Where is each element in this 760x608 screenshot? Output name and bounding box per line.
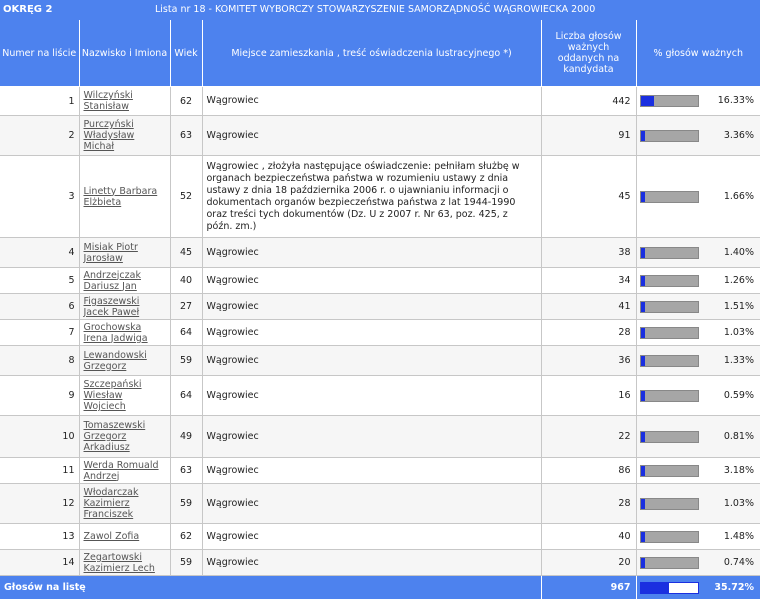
table-row — [0, 416, 760, 458]
candidate-number: 8 — [0, 346, 79, 376]
candidate-votes: 28 — [541, 320, 636, 346]
vote-share-bar-fill — [641, 532, 646, 542]
candidate-name-link[interactable]: Werda Romuald Andrzej — [79, 458, 170, 484]
candidate-votes: 16 — [541, 376, 636, 416]
table-header-row — [0, 20, 760, 87]
candidate-votes: 40 — [541, 524, 636, 550]
candidate-votes: 86 — [541, 458, 636, 484]
table-row — [0, 294, 760, 320]
table-row — [0, 524, 760, 550]
candidate-age: 59 — [170, 550, 202, 576]
candidate-age: 27 — [170, 294, 202, 320]
candidate-pct-cell — [636, 484, 760, 524]
table-row — [0, 320, 760, 346]
candidate-name-link[interactable]: Figaszewski Jacek Paweł — [79, 294, 170, 320]
candidate-pct-cell — [636, 346, 760, 376]
list-total-pct-cell — [636, 576, 760, 600]
vote-share-bar — [640, 95, 699, 107]
table-row — [0, 458, 760, 484]
candidate-pct-cell — [636, 87, 760, 116]
candidate-number: 9 — [0, 376, 79, 416]
candidate-votes: 442 — [541, 87, 636, 116]
candidate-residence: Wągrowiec — [202, 524, 541, 550]
candidates-table — [0, 20, 760, 599]
candidate-name-link[interactable]: Szczepański Wiesław Wojciech — [79, 376, 170, 416]
candidate-name-link[interactable]: Linetty Barbara Elżbieta — [79, 156, 170, 238]
candidate-age: 64 — [170, 320, 202, 346]
candidate-age: 45 — [170, 238, 202, 268]
candidate-residence: Wągrowiec , złożyła następujące oświadczenie: pełniłam służbę w organach bezpieczeństwa państwa w rozumieniu ustawy z dnia ustawy z dnia 18 października 2006 r. o ujawnianiu informacji o dokumentach organów bezpieczeństwa państwa z lat 1944-1990 oraz treści tych dokumentów (Dz. U z 2007 r. Nr 63, poz. 425, z późn. zm.) — [202, 156, 541, 238]
vote-share-bar-fill — [641, 276, 646, 286]
table-row — [0, 268, 760, 294]
candidate-age: 49 — [170, 416, 202, 458]
table-row — [0, 238, 760, 268]
candidate-number: 10 — [0, 416, 79, 458]
candidate-pct-cell — [636, 458, 760, 484]
candidate-age: 63 — [170, 458, 202, 484]
candidate-pct-cell — [636, 268, 760, 294]
candidate-name-link[interactable]: Purczyński Władysław Michał — [79, 116, 170, 156]
list-total-bar — [640, 582, 699, 594]
candidate-votes: 28 — [541, 484, 636, 524]
list-name: Lista nr 18 - KOMITET WYBORCZY STOWARZYSZENIE SAMORZĄDNOŚĆ WĄGROWIECKA 2000 — [155, 4, 596, 15]
table-row — [0, 156, 760, 238]
candidate-residence: Wągrowiec — [202, 484, 541, 524]
vote-share-bar — [640, 130, 699, 142]
vote-share-bar-fill — [641, 131, 646, 141]
vote-share-bar — [640, 431, 699, 443]
candidate-pct: 1.03% — [723, 497, 754, 509]
candidate-name-link[interactable]: Zegartowski Kazimierz Lech — [79, 550, 170, 576]
candidate-number: 14 — [0, 550, 79, 576]
candidate-votes: 36 — [541, 346, 636, 376]
table-row — [0, 116, 760, 156]
vote-share-bar-fill — [641, 558, 646, 568]
candidate-residence: Wągrowiec — [202, 320, 541, 346]
candidate-pct: 1.51% — [723, 300, 754, 312]
vote-share-bar-fill — [641, 356, 646, 366]
candidate-pct: 1.33% — [723, 354, 754, 366]
vote-share-bar-fill — [641, 96, 654, 106]
candidate-age: 59 — [170, 484, 202, 524]
col-header-pct: % głosów ważnych — [636, 20, 760, 87]
candidate-pct: 3.36% — [723, 129, 754, 141]
list-total-votes: 967 — [541, 576, 636, 600]
vote-share-bar — [640, 247, 699, 259]
candidate-pct-cell — [636, 376, 760, 416]
candidate-pct: 0.59% — [723, 389, 754, 401]
candidate-name-link[interactable]: Wilczyński Stanisław — [79, 87, 170, 116]
vote-share-bar-fill — [641, 192, 646, 202]
candidate-residence: Wągrowiec — [202, 376, 541, 416]
vote-share-bar — [640, 191, 699, 203]
vote-share-bar — [640, 327, 699, 339]
candidate-pct: 0.81% — [723, 430, 754, 442]
candidate-residence: Wągrowiec — [202, 458, 541, 484]
table-row — [0, 376, 760, 416]
candidate-pct: 1.66% — [723, 190, 754, 202]
candidate-pct-cell — [636, 156, 760, 238]
candidate-pct: 1.03% — [723, 326, 754, 338]
candidate-age: 63 — [170, 116, 202, 156]
vote-share-bar — [640, 390, 699, 402]
vote-share-bar — [640, 301, 699, 313]
candidate-residence: Wągrowiec — [202, 294, 541, 320]
candidate-votes: 20 — [541, 550, 636, 576]
district-label: OKRĘG 2 — [3, 4, 53, 15]
candidate-age: 40 — [170, 268, 202, 294]
list-total-pct: 35.72% — [714, 581, 754, 593]
col-header-age: Wiek — [170, 20, 202, 87]
candidate-number: 7 — [0, 320, 79, 346]
vote-share-bar — [640, 557, 699, 569]
vote-share-bar-fill — [641, 328, 646, 338]
candidate-number: 5 — [0, 268, 79, 294]
vote-share-bar — [640, 355, 699, 367]
candidate-age: 64 — [170, 376, 202, 416]
candidate-pct-cell — [636, 320, 760, 346]
candidate-pct-cell — [636, 416, 760, 458]
candidate-age: 59 — [170, 346, 202, 376]
candidate-pct-cell — [636, 524, 760, 550]
candidate-name-link[interactable]: Lewandowski Grzegorz — [79, 346, 170, 376]
candidate-number: 13 — [0, 524, 79, 550]
table-row — [0, 346, 760, 376]
vote-share-bar-fill — [641, 499, 646, 509]
col-header-votes: Liczba głosów ważnych oddanych na kandydata — [541, 20, 636, 87]
table-row — [0, 550, 760, 576]
table-footer-row — [0, 576, 760, 600]
col-header-place: Miejsce zamieszkania , treść oświadczenia lustracyjnego *) — [202, 20, 541, 87]
candidate-votes: 91 — [541, 116, 636, 156]
candidate-pct-cell — [636, 550, 760, 576]
vote-share-bar — [640, 531, 699, 543]
candidate-pct-cell — [636, 294, 760, 320]
col-header-num: Numer na liście — [0, 20, 79, 87]
candidate-residence: Wągrowiec — [202, 416, 541, 458]
candidate-residence: Wągrowiec — [202, 268, 541, 294]
candidate-name-link[interactable]: Andrzejczak Dariusz Jan — [79, 268, 170, 294]
candidate-votes: 22 — [541, 416, 636, 458]
candidate-pct: 1.48% — [723, 530, 754, 542]
candidate-name-link[interactable]: Tomaszewski Grzegorz Arkadiusz — [79, 416, 170, 458]
candidate-residence: Wągrowiec — [202, 116, 541, 156]
candidate-votes: 34 — [541, 268, 636, 294]
candidate-number: 1 — [0, 87, 79, 116]
candidate-name-link[interactable]: Misiak Piotr Jarosław — [79, 238, 170, 268]
table-row — [0, 484, 760, 524]
vote-share-bar-fill — [641, 432, 646, 442]
candidate-age: 62 — [170, 87, 202, 116]
list-total-label: Głosów na listę — [0, 576, 541, 600]
candidate-number: 3 — [0, 156, 79, 238]
vote-share-bar — [640, 275, 699, 287]
candidate-votes: 38 — [541, 238, 636, 268]
candidate-residence: Wągrowiec — [202, 87, 541, 116]
vote-share-bar-fill — [641, 248, 646, 258]
candidate-residence: Wągrowiec — [202, 346, 541, 376]
candidate-number: 6 — [0, 294, 79, 320]
candidate-votes: 41 — [541, 294, 636, 320]
vote-share-bar — [640, 498, 699, 510]
col-header-name: Nazwisko i Imiona — [79, 20, 170, 87]
list-total-bar-fill — [641, 583, 670, 593]
candidate-pct: 0.74% — [723, 556, 754, 568]
candidate-pct-cell — [636, 116, 760, 156]
vote-share-bar-fill — [641, 302, 646, 312]
list-title-bar — [0, 0, 760, 20]
vote-share-bar — [640, 465, 699, 477]
candidate-pct: 1.40% — [723, 246, 754, 258]
candidate-number: 12 — [0, 484, 79, 524]
vote-share-bar-fill — [641, 466, 646, 476]
candidate-name-link[interactable]: Grochowska Irena Jadwiga — [79, 320, 170, 346]
candidate-age: 52 — [170, 156, 202, 238]
candidate-residence: Wągrowiec — [202, 550, 541, 576]
candidate-number: 4 — [0, 238, 79, 268]
candidate-name-link[interactable]: Zawol Zofia — [79, 524, 170, 550]
candidate-votes: 45 — [541, 156, 636, 238]
candidate-pct-cell — [636, 238, 760, 268]
vote-share-bar-fill — [641, 391, 646, 401]
candidate-number: 2 — [0, 116, 79, 156]
candidate-name-link[interactable]: Włodarczak Kazimierz Franciszek — [79, 484, 170, 524]
candidate-pct: 16.33% — [717, 95, 754, 106]
candidate-pct: 1.26% — [723, 274, 754, 286]
candidate-pct: 3.18% — [723, 464, 754, 476]
table-row — [0, 87, 760, 116]
candidate-age: 62 — [170, 524, 202, 550]
candidate-number: 11 — [0, 458, 79, 484]
candidate-residence: Wągrowiec — [202, 238, 541, 268]
